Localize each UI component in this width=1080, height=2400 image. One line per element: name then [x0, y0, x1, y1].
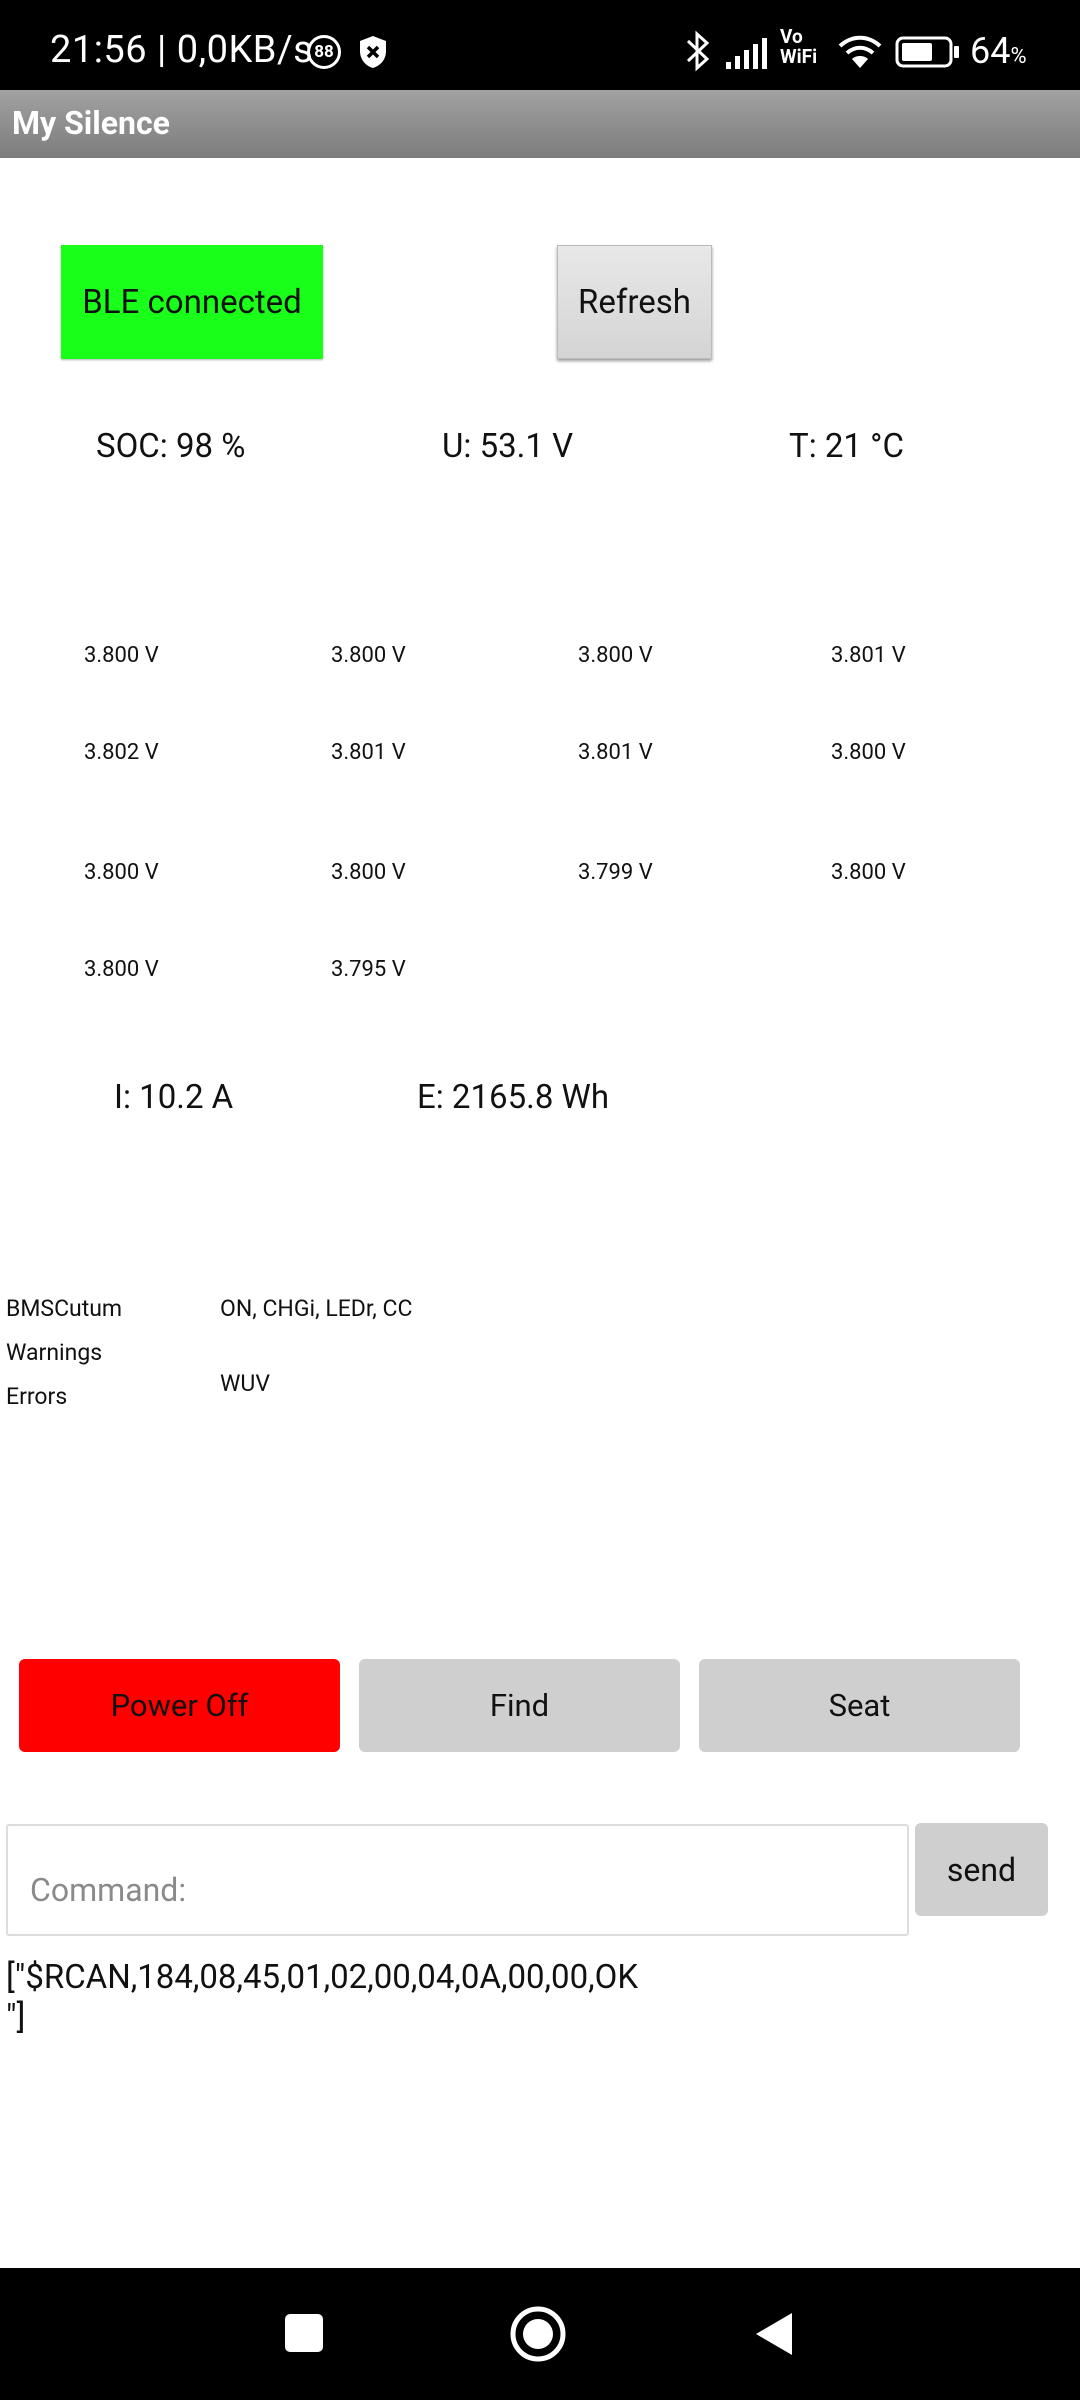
- cell-voltage: 3.799 V: [578, 860, 653, 885]
- wifi-icon: [838, 34, 882, 70]
- status-time: 21:56 | 0,0KB/s: [50, 28, 314, 72]
- ble-status-button[interactable]: BLE connected: [61, 245, 323, 359]
- recent-apps-icon[interactable]: [282, 2311, 326, 2355]
- current-value: I: 10.2 A: [114, 1078, 234, 1117]
- cell-voltage: 3.800 V: [84, 643, 159, 668]
- cell-voltage: 3.800 V: [84, 957, 159, 982]
- cell-voltage: 3.802 V: [84, 740, 159, 765]
- warnings-label: Warnings: [6, 1339, 103, 1366]
- command-input[interactable]: [6, 1824, 909, 1936]
- energy-value: E: 2165.8 Wh: [417, 1078, 610, 1117]
- app-bar: [0, 90, 1080, 158]
- bms-cutum-label: BMSCutum: [6, 1295, 123, 1322]
- battery-percent: 64%: [970, 30, 1027, 72]
- send-button[interactable]: send: [915, 1823, 1048, 1916]
- cell-voltage: 3.795 V: [331, 957, 406, 982]
- cell-voltage: 3.800 V: [331, 860, 406, 885]
- refresh-button[interactable]: Refresh: [557, 245, 712, 359]
- cell-voltage: 3.800 V: [578, 643, 653, 668]
- shield-icon: [357, 34, 389, 70]
- voltage-value: U: 53.1 V: [442, 427, 574, 466]
- navigation-bar: [0, 2268, 1080, 2400]
- find-button[interactable]: Find: [359, 1659, 680, 1752]
- cell-voltage: 3.801 V: [831, 643, 906, 668]
- cell-voltage: 3.800 V: [831, 860, 906, 885]
- bms-cutum-value: ON, CHGi, LEDr, CC: [220, 1295, 413, 1322]
- power-off-button[interactable]: Power Off: [19, 1659, 340, 1752]
- seat-button[interactable]: Seat: [699, 1659, 1020, 1752]
- back-icon[interactable]: [752, 2310, 796, 2358]
- cell-voltage: 3.800 V: [831, 740, 906, 765]
- battery-icon: [895, 36, 961, 68]
- vowifi-icon: Vo WiFi: [780, 25, 818, 68]
- cell-voltage: 3.800 V: [331, 643, 406, 668]
- command-response: ["$RCAN,184,08,45,01,02,00,04,0A,00,00,OK "]: [6, 1958, 639, 2037]
- errors-label: Errors: [6, 1383, 68, 1410]
- home-icon[interactable]: [508, 2304, 568, 2364]
- signal-icon: [724, 36, 772, 70]
- cell-voltage: 3.800 V: [84, 860, 159, 885]
- temperature-value: T: 21 °C: [789, 427, 904, 466]
- status-bar: [0, 0, 1080, 90]
- warnings-value: WUV: [220, 1370, 270, 1397]
- bluetooth-icon: [682, 30, 714, 72]
- cell-voltage: 3.801 V: [578, 740, 653, 765]
- notification-badge-icon: 88: [307, 35, 341, 69]
- cell-voltage: 3.801 V: [331, 740, 406, 765]
- app-title: My Silence: [12, 104, 170, 142]
- soc-value: SOC: 98 %: [96, 427, 246, 466]
